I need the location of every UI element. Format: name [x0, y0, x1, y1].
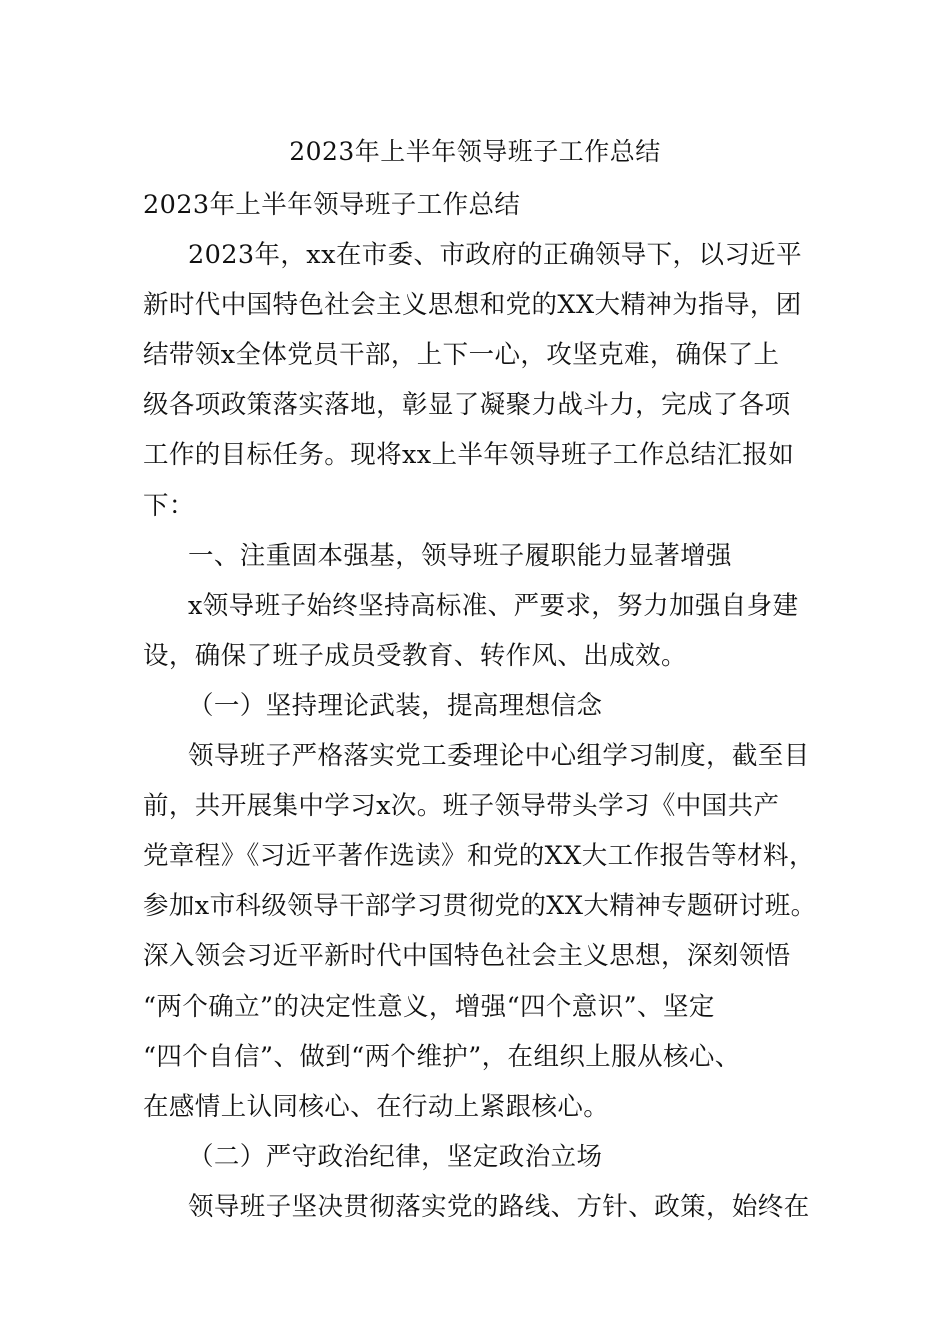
- body-line: x领导班子始终坚持高标准、严要求，努力加强自身建: [188, 590, 799, 621]
- body-line: “四个自信”、做到“两个维护”，在组织上服从核心、: [143, 1041, 741, 1072]
- body-line: 在感情上认同核心、在行动上紧跟核心。: [143, 1091, 610, 1122]
- subsection-heading: （二）严守政治纪律，坚定政治立场: [188, 1141, 603, 1172]
- body-line: 前，共开展集中学习x次。班子领导带头学习《中国共产: [143, 791, 780, 822]
- section-heading: 一、注重固本强基，领导班子履职能力显著增强: [188, 540, 732, 571]
- body-line: 领导班子严格落实党工委理论中心组学习制度，截至目: [188, 741, 810, 772]
- body-line: 党章程》《习近平著作选读》和党的XX大工作报告等材料，: [143, 841, 815, 872]
- body-line: 2023年，xx在市委、市政府的正确领导下，以习近平: [188, 240, 803, 271]
- body-line: 新时代中国特色社会主义思想和党的XX大精神为指导，团: [143, 290, 802, 321]
- body-line: 级各项政策落实落地，彰显了凝聚力战斗力，完成了各项: [143, 390, 791, 421]
- body-line: 工作的目标任务。现将xx上半年领导班子工作总结汇报如: [143, 440, 795, 471]
- body-line: 深入领会习近平新时代中国特色社会主义思想，深刻领悟: [143, 941, 791, 972]
- body-line: 领导班子坚决贯彻落实党的路线、方针、政策，始终在: [188, 1191, 810, 1222]
- document-title: 2023年上半年领导班子工作总结: [289, 137, 661, 166]
- body-line: 设，确保了班子成员受教育、转作风、出成效。: [143, 640, 687, 671]
- body-line: 参加x市科级领导干部学习贯彻党的XX大精神专题研讨班。: [143, 891, 817, 922]
- body-line: 下：: [143, 490, 195, 521]
- document-body: [143, 180, 823, 1232]
- body-line: 结带领x全体党员干部，上下一心，攻坚克难，确保了上: [143, 340, 780, 371]
- subsection-heading: （一）坚持理论武装，提高理想信念: [188, 690, 603, 721]
- body-line: 2023年上半年领导班子工作总结: [143, 190, 521, 220]
- body-line: “两个确立”的决定性意义，增强“四个意识”、坚定: [143, 991, 715, 1022]
